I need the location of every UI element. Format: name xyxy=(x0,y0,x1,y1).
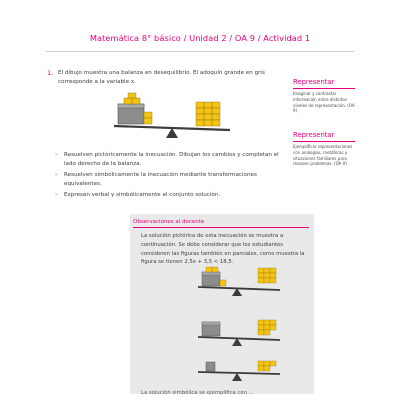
header-divider xyxy=(46,51,354,52)
sidebar-divider-2 xyxy=(293,141,355,142)
sidebar-heading-representar-1: Representar xyxy=(293,78,335,86)
teacher-notes-divider xyxy=(133,227,309,228)
sidebar-text-2: Ejemplificar representaciones con analogías, metáforas y situaciones familiares para resolver problemas. (OA 9) xyxy=(293,144,353,167)
sidebar-heading-representar-2: Representar xyxy=(293,131,335,139)
solution-step-3-illustration xyxy=(176,356,296,386)
task-list xyxy=(54,151,284,202)
sidebar-text-1: Imaginar y contrastar información entre distintos niveles de representación. (OA 9) xyxy=(293,91,355,114)
balance-fulcrum xyxy=(166,128,178,138)
bullet-arrow-icon: › xyxy=(55,192,58,198)
sidebar-divider-1 xyxy=(293,88,355,89)
page-title: Matemática 8° básico / Unidad 2 / OA 9 / Actividad 1 xyxy=(89,33,311,43)
solution-step-1-illustration xyxy=(176,266,296,300)
task-item: › Expresan verbal y simbólicamente el conjunto solución. xyxy=(55,192,221,198)
teacher-notes-title: Observaciones al docente xyxy=(133,219,205,225)
solution-step-2-illustration xyxy=(176,316,296,350)
question-intro: El dibujo muestra una balanza en desequilibrio. El adoquín grande en gris corresponde a la variable x. xyxy=(58,70,265,86)
teacher-notes-footer-text: La solución simbólica se ejemplifica con ... xyxy=(141,390,254,396)
task-item: › Resuelven simbólicamente la inecuación mediante transformaciones equivalentes. xyxy=(55,172,257,187)
teacher-notes-text: La solución pictórica de esta inecuación se muestra a continuación. Se debe considerar que los estudiantes consideren las figuras también en parciales, como muestra la figura se tienen 2,5x + 3,5 < 18,5. xyxy=(141,233,305,266)
balance-illustration-main xyxy=(110,94,260,146)
gray-block-variable-x xyxy=(118,104,144,124)
bullet-arrow-icon: › xyxy=(55,152,58,158)
task-item: › Resuelven pictóricamente la inecuación. Dibujan los cambios y completan el lado derecho de la balanza. xyxy=(55,152,279,167)
gold-blocks-right xyxy=(196,102,220,126)
question-number: 1. xyxy=(47,69,54,77)
bullet-arrow-icon: › xyxy=(55,172,58,178)
